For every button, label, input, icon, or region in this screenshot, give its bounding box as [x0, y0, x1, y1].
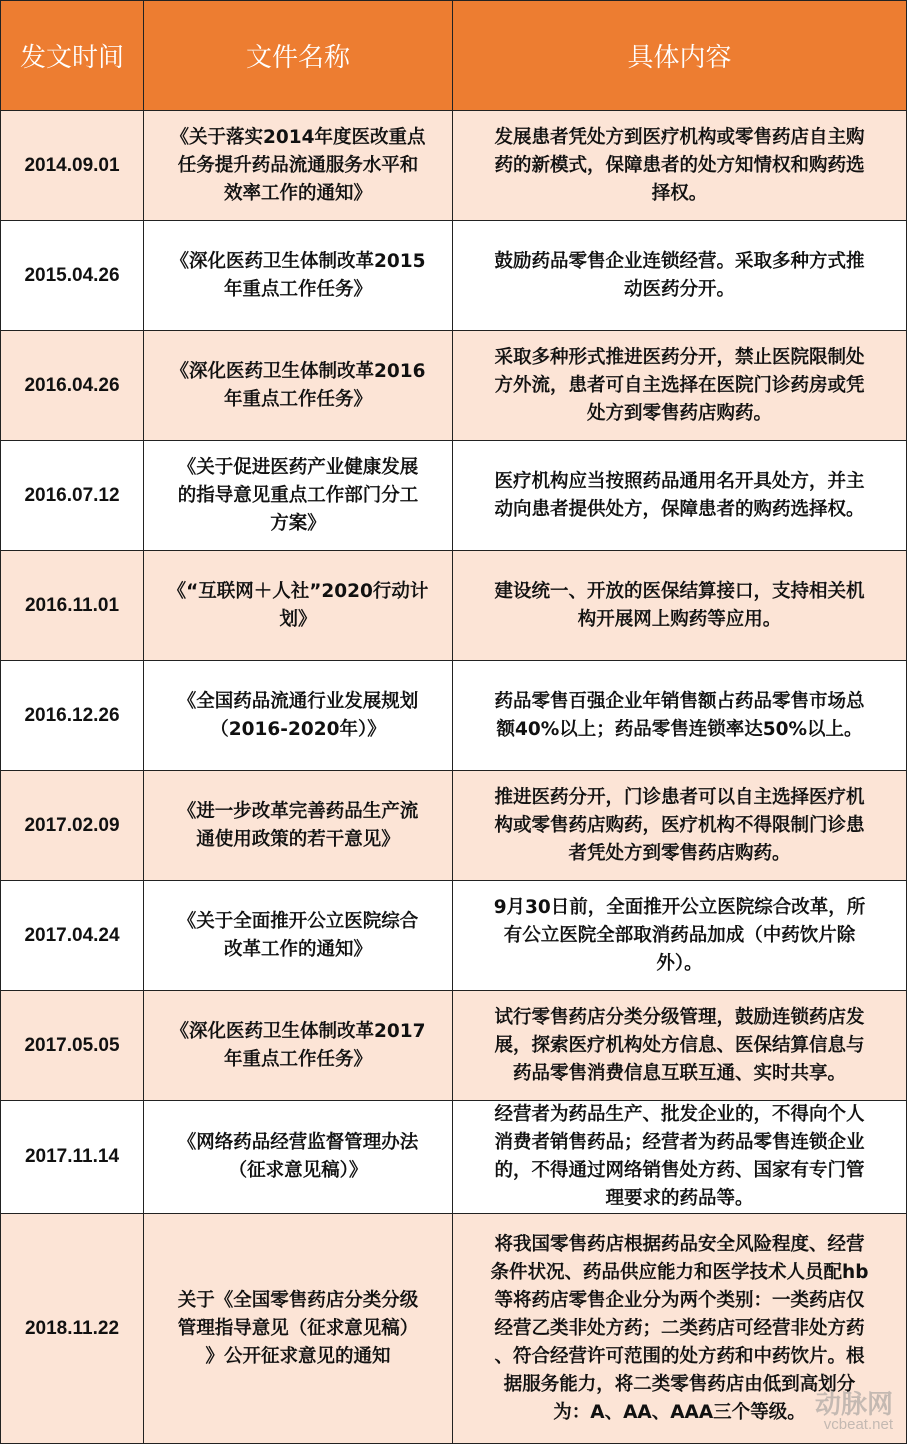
text-line: 据服务能力，将二类零售药店由低到高划分: [503, 1373, 856, 1395]
text-line: 条件状况、药品供应能力和医学技术人员配hb: [490, 1261, 869, 1283]
table-row: [1, 661, 907, 771]
text-line: 《关于全面推开公立医院综合: [177, 910, 419, 932]
text-line: 经营者为药品生产、批发企业的，不得向个人: [494, 1104, 865, 1125]
text-line: 药的新模式，保障患者的处方知情权和购药选: [494, 154, 865, 176]
table-row: [1, 221, 907, 331]
text-line: 任务提升药品流通服务水平和: [177, 154, 419, 176]
text-line: 效率工作的通知》: [223, 182, 372, 204]
text-line: 《深化医药卫生体制改革2016: [170, 360, 426, 382]
text-line: 的指导意见重点工作部门分工: [177, 484, 419, 506]
header-content: 具体内容: [453, 1, 907, 111]
text-line: 9月30日前，全面推开公立医院综合改革，所: [493, 896, 866, 918]
content-cell: [453, 111, 907, 221]
text-line: 为：A、AA、AAA三个等级。: [553, 1401, 806, 1423]
table-row: [1, 1101, 907, 1214]
content-cell: [453, 551, 907, 661]
text-line: 年重点工作任务》: [223, 1048, 372, 1070]
text-line: 《关于落实2014年度医改重点: [170, 126, 426, 148]
text-line: 年重点工作任务》: [223, 278, 372, 300]
content-cell: [453, 771, 907, 881]
text-line: 经营乙类非处方药；二类药店可经营非处方药: [494, 1317, 865, 1339]
content-cell: [453, 441, 907, 551]
text-line: 构开展网上购药等应用。: [577, 608, 782, 630]
text-line: 年重点工作任务》: [223, 388, 372, 410]
text-line: 试行零售药店分类分级管理，鼓励连锁药店发: [494, 1006, 865, 1028]
document-name-cell: [144, 441, 453, 551]
text-line: 鼓励药品零售企业连锁经营。采取多种方式推: [494, 250, 865, 272]
text-line: 者凭处方到零售药店购药。: [568, 842, 791, 864]
text-line: 采取多种形式推进医药分开，禁止医院限制处: [494, 346, 865, 368]
document-name-cell: [144, 991, 453, 1101]
text-line: 择权。: [651, 182, 708, 204]
document-name-cell: [144, 1214, 453, 1444]
date-cell: 2016.12.26: [1, 661, 144, 771]
text-line: 方外流，患者可自主选择在医院门诊药房或凭: [494, 374, 865, 396]
text-line: 动医药分开。: [623, 278, 735, 300]
text-line: 额40%以上；药品零售连锁率达50%以上。: [496, 718, 863, 740]
document-name-cell: [144, 881, 453, 991]
date-cell: 2016.11.01: [1, 551, 144, 661]
text-line: 处方到零售药店购药。: [586, 402, 772, 424]
table-row: [1, 771, 907, 881]
text-line: 药品零售消费信息互联互通、实时共享。: [512, 1062, 846, 1084]
document-name-cell: [144, 331, 453, 441]
date-cell: 2015.04.26: [1, 221, 144, 331]
text-line: 《“互联网＋人社”2020行动计: [167, 580, 429, 602]
text-line: （2016-2020年）》: [210, 718, 386, 740]
document-name-cell: [144, 1101, 453, 1214]
date-cell: 2017.05.05: [1, 991, 144, 1101]
table-row: [1, 331, 907, 441]
text-line: 建设统一、开放的医保结算接口，支持相关机: [494, 580, 865, 602]
table-row: [1, 111, 907, 221]
content-cell: [453, 221, 907, 331]
document-name-cell: [144, 771, 453, 881]
text-line: 消费者销售药品；经营者为药品零售连锁企业: [494, 1132, 865, 1153]
header-date: 发文时间: [1, 1, 144, 111]
content-cell: [453, 661, 907, 771]
text-line: 医疗机构应当按照药品通用名开具处方，并主: [494, 470, 865, 492]
document-name-cell: [144, 111, 453, 221]
date-cell: 2017.04.24: [1, 881, 144, 991]
date-cell: 2018.11.22: [1, 1214, 144, 1444]
text-line: 等将药店零售企业分为两个类别：一类药店仅: [494, 1289, 865, 1311]
date-cell: 2016.04.26: [1, 331, 144, 441]
document-name-cell: [144, 221, 453, 331]
text-line: 管理指导意见（征求意见稿）: [177, 1317, 419, 1339]
text-line: 》公开征求意见的通知: [205, 1345, 391, 1367]
text-line: 动向患者提供处方，保障患者的购药选择权。: [494, 498, 865, 520]
table-row: [1, 551, 907, 661]
text-line: 通使用政策的若干意见》: [196, 828, 400, 850]
text-line: 外）。: [656, 952, 703, 974]
text-line: 理要求的药品等。: [605, 1188, 754, 1209]
header-row: [1, 1, 907, 111]
table-row: [1, 1214, 907, 1444]
text-line: 改革工作的通知》: [223, 938, 372, 960]
text-line: 《关于促进医药产业健康发展: [177, 456, 419, 478]
text-line: 《深化医药卫生体制改革2017: [170, 1020, 426, 1042]
table-row: [1, 441, 907, 551]
watermark-logo: [815, 1391, 893, 1432]
text-line: 关于《全国零售药店分类分级: [177, 1289, 419, 1311]
text-line: 方案》: [270, 512, 326, 534]
text-line: 构或零售药店购药，医疗机构不得限制门诊患: [494, 814, 865, 836]
date-cell: 2016.07.12: [1, 441, 144, 551]
content-cell: [453, 331, 907, 441]
document-name-cell: [144, 551, 453, 661]
text-line: （征求意见稿）》: [228, 1160, 368, 1181]
text-line: 将我国零售药店根据药品安全风险程度、经营: [494, 1233, 865, 1255]
text-line: 发展患者凭处方到医疗机构或零售药店自主购: [494, 126, 865, 148]
content-cell: [453, 1101, 907, 1214]
content-cell: [453, 991, 907, 1101]
text-line: 《全国药品流通行业发展规划: [177, 690, 419, 712]
date-cell: 2017.02.09: [1, 771, 144, 881]
text-line: 《进一步改革完善药品生产流: [177, 800, 419, 822]
table-row: [1, 881, 907, 991]
text-line: 划》: [279, 608, 317, 630]
document-name-cell: [144, 661, 453, 771]
text-line: 推进医药分开，门诊患者可以自主选择医疗机: [494, 786, 865, 808]
text-line: 药品零售百强企业年销售额占药品零售市场总: [494, 690, 865, 712]
text-line: 的，不得通过网络销售处方药、国家有专门管: [494, 1160, 865, 1181]
text-line: 《深化医药卫生体制改革2015: [170, 250, 426, 272]
date-cell: 2017.11.14: [1, 1101, 144, 1214]
text-line: 有公立医院全部取消药品加成（中药饮片除: [503, 924, 856, 946]
header-document-name: 文件名称: [144, 1, 453, 111]
text-line: 展，探索医疗机构处方信息、医保结算信息与: [494, 1034, 865, 1056]
watermark-cn: 动脉网: [814, 1389, 893, 1419]
text-line: 、符合经营许可范围的处方药和中药饮片。根: [494, 1345, 865, 1367]
content-cell: [453, 881, 907, 991]
table-body: [1, 111, 907, 1444]
date-cell: 2014.09.01: [1, 111, 144, 221]
watermark-en: vcbeat.net: [823, 1416, 893, 1433]
table-row: [1, 991, 907, 1101]
text-line: 《网络药品经营监督管理办法: [177, 1132, 419, 1153]
